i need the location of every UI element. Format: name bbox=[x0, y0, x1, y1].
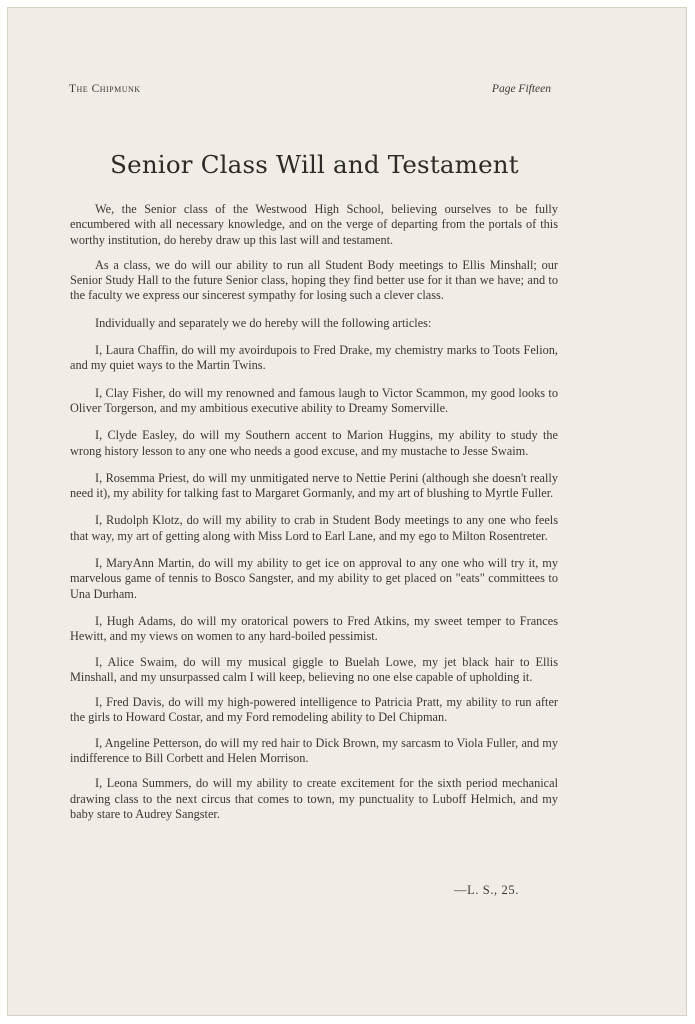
bequest-paragraph: I, Rudolph Klotz, do will my ability to crab in Student Body meetings to any one who feels that way, my art of getting along with Miss Lord to Earl Lane, and my ego to Milton Rosentreter. bbox=[70, 513, 558, 543]
bequest-paragraph: I, Laura Chaffin, do will my avoirdupois to Fred Drake, my chemistry marks to Toots Felion, and my quiet ways to the Martin Twins. bbox=[70, 343, 558, 373]
author-signature: —L. S., 25. bbox=[454, 883, 519, 897]
bequest-paragraph: I, Clyde Easley, do will my Southern accent to Marion Huggins, my ability to study the wrong history lesson to any one who needs a good excuse, and my mustache to Jesse Swaim. bbox=[70, 428, 558, 458]
page-number-label: Page Fifteen bbox=[491, 83, 551, 95]
bequest-paragraph: I, Leona Summers, do will my ability to create excitement for the sixth period mechanical drawing class to the next circus that comes to town, my punctuality to Luboff Helmich, and my baby stare to Audrey Sangster. bbox=[70, 776, 558, 821]
bequest-paragraph: I, Fred Davis, do will my high-powered intelligence to Patricia Pratt, my ability to run after the girls to Howard Costar, and my Ford remodeling ability to Del Chipman. bbox=[70, 695, 558, 725]
paragraph-individual-intro: Individually and separately we do hereby will the following articles: bbox=[95, 315, 432, 330]
bequest-paragraph: I, Alice Swaim, do will my musical giggle to Buelah Lowe, my jet black hair to Ellis Minshall, and my unsurpassed calm I will keep, believing no one else capable of upholding it. bbox=[70, 654, 558, 684]
page bbox=[7, 7, 687, 1016]
article-title: Senior Class Will and Testament bbox=[110, 150, 519, 179]
bequest-paragraph: I, Hugh Adams, do will my oratorical powers to Fred Atkins, my sweet temper to Frances Hewitt, and my views on women to any hard-boiled pessimist. bbox=[70, 613, 558, 644]
bequest-paragraph: I, MaryAnn Martin, do will my ability to get ice on approval to any one who will try it, my marvelous game of tennis to Bosco Sangster, and my ability to get placed on "eats" committees to Una Durham. bbox=[70, 556, 558, 601]
article-body bbox=[70, 202, 558, 832]
paragraph-intro: We, the Senior class of the Westwood High School, believing ourselves to be fully encumbered with all necessary knowledge, and on the verge of departing from the portals of this worthy institution, do hereby draw up this last will and testament. bbox=[70, 202, 558, 247]
running-header bbox=[69, 83, 551, 95]
paragraph-class-will: As a class, we do will our ability to run all Student Body meetings to Ellis Minshall; our Senior Study Hall to the future Senior class, hoping they find better use for it than we have; and to the faculty we express our sincerest sympathy for losing such a clever class. bbox=[70, 257, 558, 303]
bequest-paragraph: I, Rosemma Priest, do will my unmitigated nerve to Nettie Perini (although she doesn't really need it), my ability for talking fast to Margaret Gormanly, and my art of blushing to Myrtle Fuller. bbox=[70, 470, 558, 501]
bequest-paragraph: I, Angeline Petterson, do will my red hair to Dick Brown, my sarcasm to Viola Fuller, and my indifference to Bill Corbett and Helen Morrison. bbox=[70, 735, 558, 766]
bequest-paragraph: I, Clay Fisher, do will my renowned and famous laugh to Victor Scammon, my good looks to Oliver Torgerson, and my ambitious executive ability to Dreamy Somerville. bbox=[70, 385, 558, 415]
publication-name: The Chipmunk bbox=[69, 83, 141, 95]
